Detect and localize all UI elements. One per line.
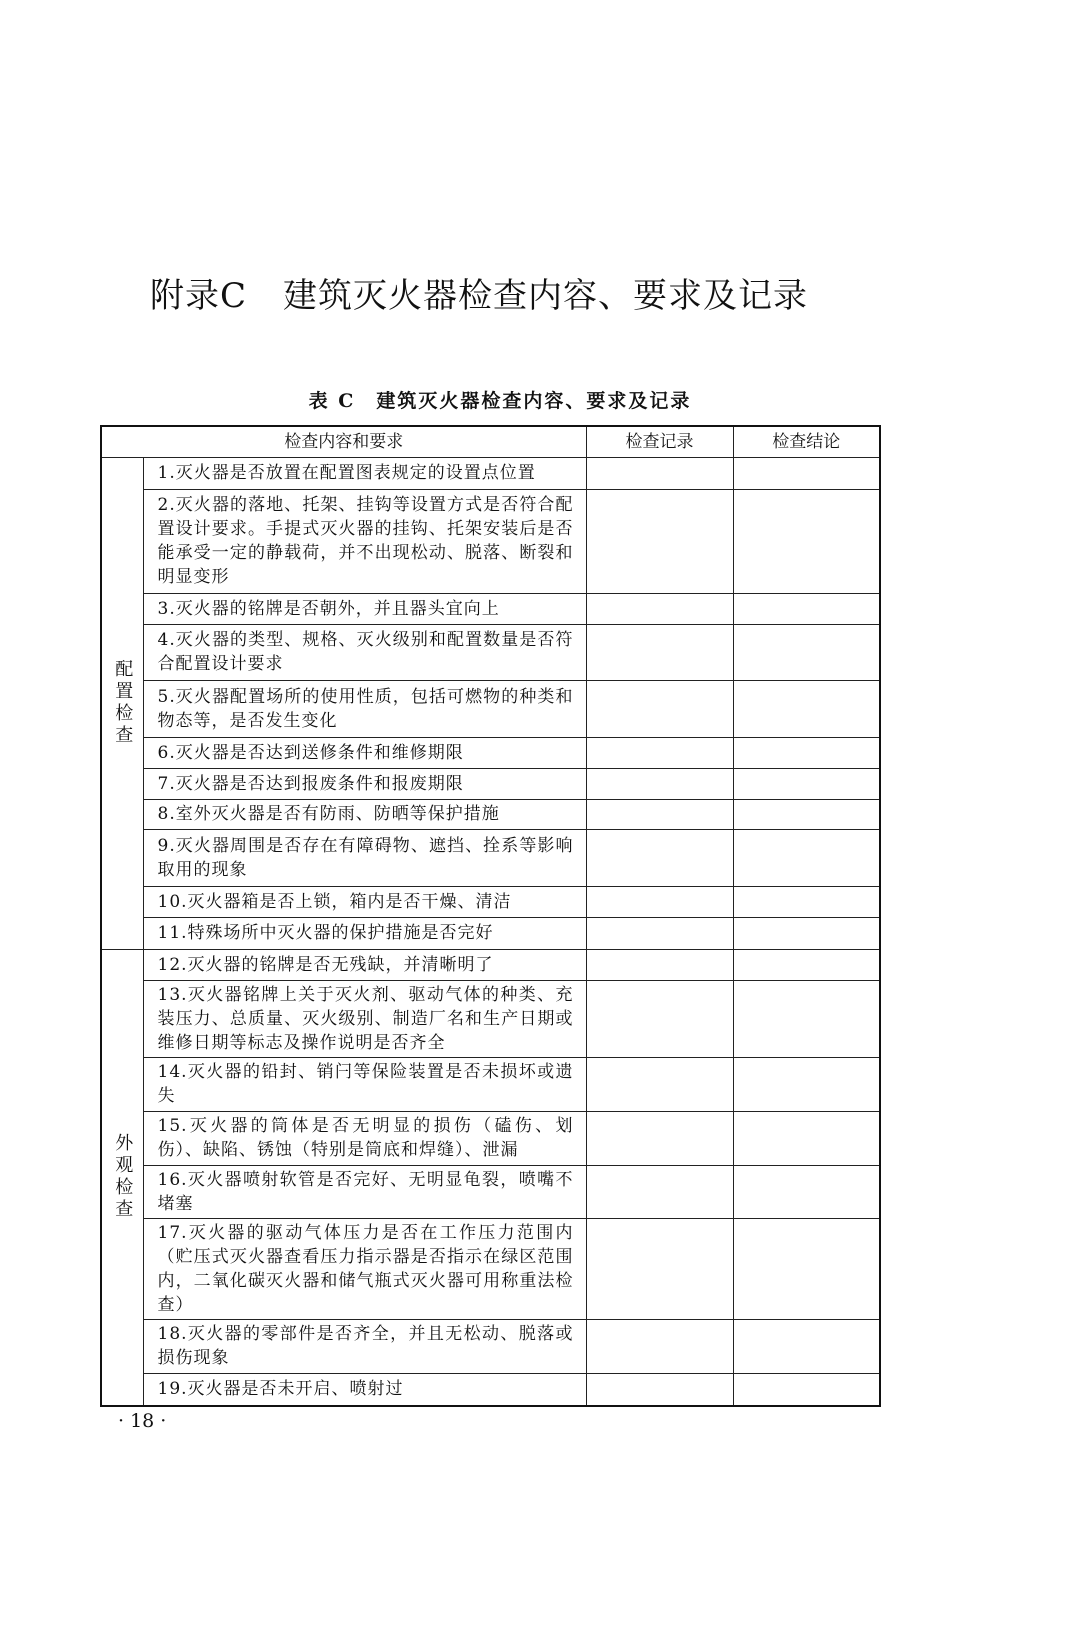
conclusion-cell (733, 768, 880, 799)
record-cell (586, 1165, 733, 1218)
conclusion-cell (733, 829, 880, 886)
conclusion-cell (733, 1218, 880, 1319)
table-header-row (101, 426, 880, 457)
record-cell (586, 593, 733, 624)
table-row (101, 1111, 880, 1165)
conclusion-cell (733, 980, 880, 1057)
conclusion-cell (733, 680, 880, 737)
table-row (101, 1373, 880, 1406)
header-content: 检查内容和要求 (101, 426, 586, 457)
table-caption: 表 C 建筑灭火器检查内容、要求及记录 (308, 390, 692, 412)
table-row (101, 1165, 880, 1218)
record-cell (586, 799, 733, 829)
check-item: 11.特殊场所中灭火器的保护措施是否完好 (143, 917, 586, 949)
record-cell (586, 624, 733, 680)
record-cell (586, 1319, 733, 1373)
check-item: 12.灭火器的铭牌是否无残缺，并清晰明了 (143, 949, 586, 980)
conclusion-cell (733, 886, 880, 917)
table-row (101, 1218, 880, 1319)
check-item: 15.灭火器的筒体是否无明显的损伤（磕伤、划伤）、缺陷、锈蚀（特别是筒底和焊缝）、泄漏 (143, 1111, 586, 1165)
inspection-table (100, 425, 881, 1407)
record-cell (586, 680, 733, 737)
record-cell (586, 980, 733, 1057)
check-item: 2.灭火器的落地、托架、挂钩等设置方式是否符合配置设计要求。手提式灭火器的挂钩、托架安装后是否能承受一定的静载荷，并不出现松动、脱落、断裂和明显变形 (143, 489, 586, 593)
conclusion-cell (733, 1057, 880, 1111)
table-row (101, 949, 880, 980)
record-cell (586, 489, 733, 593)
appendix-title (150, 268, 808, 317)
conclusion-cell (733, 737, 880, 768)
record-cell (586, 886, 733, 917)
conclusion-cell (733, 1165, 880, 1218)
check-item: 19.灭火器是否未开启、喷射过 (143, 1373, 586, 1406)
record-cell (586, 1111, 733, 1165)
check-item: 8.室外灭火器是否有防雨、防晒等保护措施 (143, 799, 586, 829)
conclusion-cell (733, 593, 880, 624)
check-item: 9.灭火器周围是否存在有障碍物、遮挡、拴系等影响取用的现象 (143, 829, 586, 886)
header-record: 检查记录 (586, 426, 733, 457)
table-row (101, 624, 880, 680)
table-row (101, 980, 880, 1057)
appendix-heading: 建筑灭火器检查内容、要求及记录 (283, 276, 809, 316)
record-cell (586, 1218, 733, 1319)
check-item: 16.灭火器喷射软管是否完好、无明显龟裂，喷嘴不堵塞 (143, 1165, 586, 1218)
conclusion-cell (733, 1373, 880, 1406)
record-cell (586, 457, 733, 489)
table-row (101, 1057, 880, 1111)
record-cell (586, 829, 733, 886)
header-conclusion: 检查结论 (733, 426, 880, 457)
check-item: 6.灭火器是否达到送修条件和维修期限 (143, 737, 586, 768)
table-row (101, 680, 880, 737)
page-number: · 18 · (118, 1410, 167, 1432)
conclusion-cell (733, 917, 880, 949)
table-row (101, 1319, 880, 1373)
conclusion-cell (733, 624, 880, 680)
check-item: 18.灭火器的零部件是否齐全，并且无松动、脱落或损伤现象 (143, 1319, 586, 1373)
record-cell (586, 768, 733, 799)
record-cell (586, 949, 733, 980)
table-row (101, 593, 880, 624)
record-cell (586, 1057, 733, 1111)
check-item: 14.灭火器的铅封、销闩等保险装置是否未损坏或遗失 (143, 1057, 586, 1111)
table-row (101, 829, 880, 886)
check-item: 3.灭火器的铭牌是否朝外，并且器头宜向上 (143, 593, 586, 624)
table-row (101, 768, 880, 799)
category-cell: 外观检查 (101, 949, 143, 1406)
table-row (101, 799, 880, 829)
record-cell (586, 737, 733, 768)
table-row (101, 489, 880, 593)
record-cell (586, 917, 733, 949)
conclusion-cell (733, 1319, 880, 1373)
check-item: 17.灭火器的驱动气体压力是否在工作压力范围内（贮压式灭火器查看压力指示器是否指示在绿区范围内，二氧化碳灭火器和储气瓶式灭火器可用称重法检查） (143, 1218, 586, 1319)
appendix-label: 附录C (150, 276, 248, 316)
conclusion-cell (733, 1111, 880, 1165)
conclusion-cell (733, 457, 880, 489)
check-item: 10.灭火器箱是否上锁，箱内是否干燥、清洁 (143, 886, 586, 917)
table-row (101, 737, 880, 768)
conclusion-cell (733, 799, 880, 829)
conclusion-cell (733, 489, 880, 593)
table-row (101, 886, 880, 917)
table-row (101, 457, 880, 489)
check-item: 5.灭火器配置场所的使用性质，包括可燃物的种类和物态等，是否发生变化 (143, 680, 586, 737)
conclusion-cell (733, 949, 880, 980)
check-item: 13.灭火器铭牌上关于灭火剂、驱动气体的种类、充装压力、总质量、灭火级别、制造厂名和生产日期或维修日期等标志及操作说明是否齐全 (143, 980, 586, 1057)
table-row (101, 917, 880, 949)
check-item: 1.灭火器是否放置在配置图表规定的设置点位置 (143, 457, 586, 489)
check-item: 4.灭火器的类型、规格、灭火级别和配置数量是否符合配置设计要求 (143, 624, 586, 680)
record-cell (586, 1373, 733, 1406)
check-item: 7.灭火器是否达到报废条件和报废期限 (143, 768, 586, 799)
category-cell: 配置检查 (101, 457, 143, 949)
